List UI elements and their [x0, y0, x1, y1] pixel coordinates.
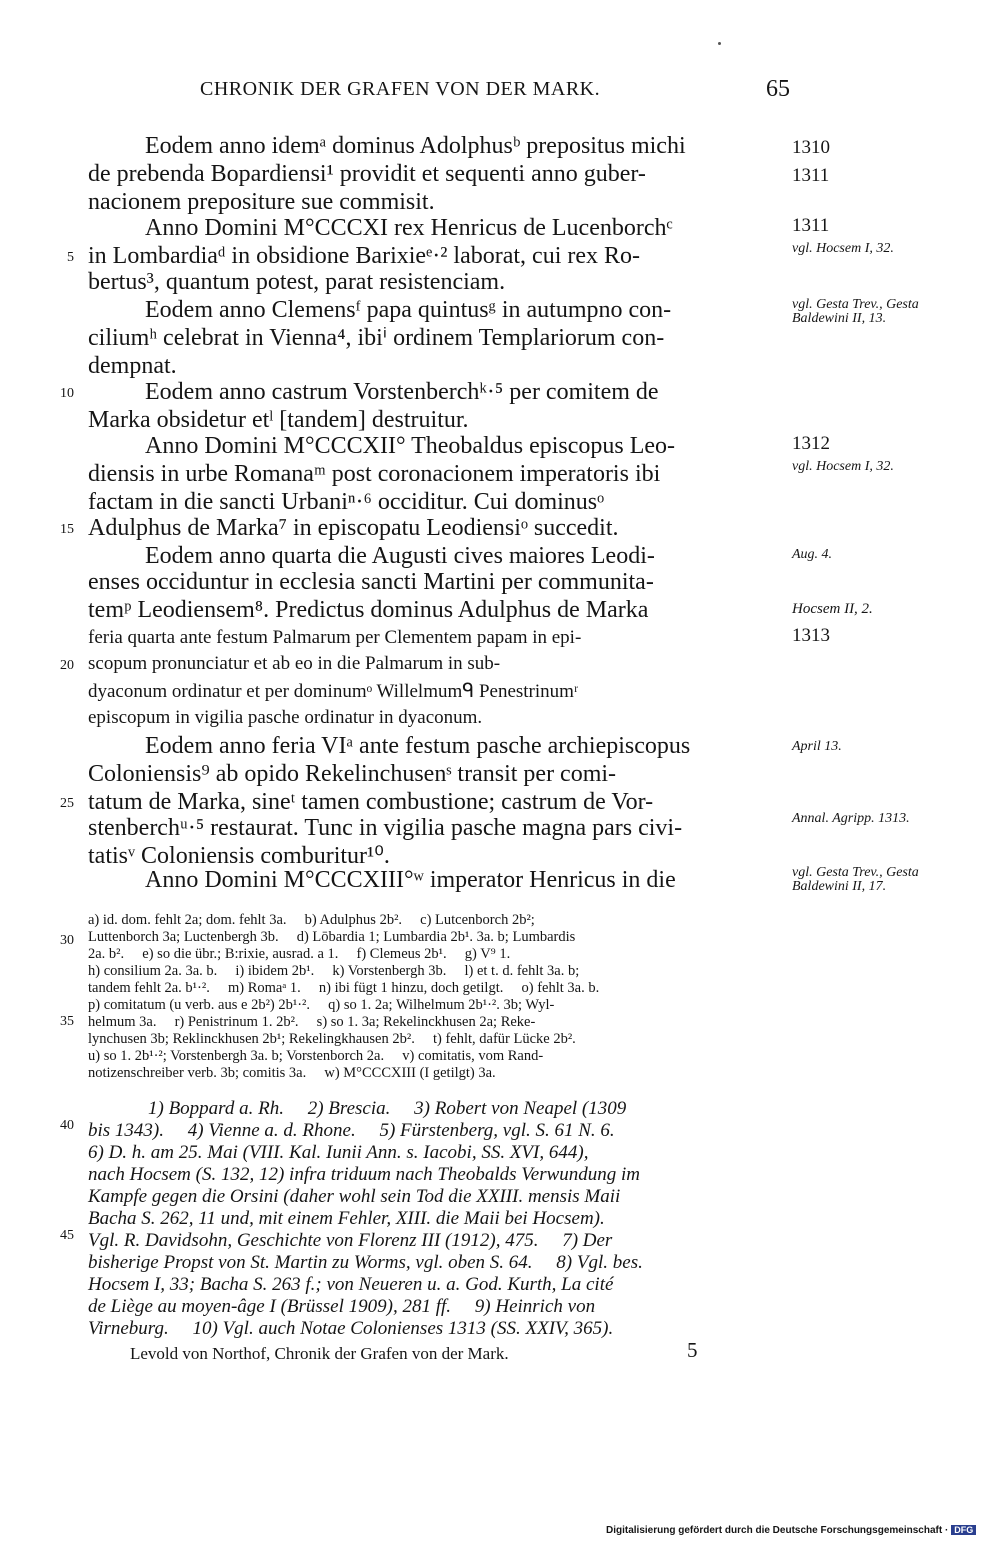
apparatus-line: Luttenborch 3a; Luctenbergh 3b. d) Lōbardia 1; Lumbardia 2b¹. 3a. b; Lumbardis [88, 929, 576, 945]
apparatus-line: 2a. b². e) so die übr.; B:rixie, ausrad. a 1. f) Clemeus 2b¹. g) V⁹ 1. [88, 946, 511, 962]
apparatus-line: a) id. dom. fehlt 2a; dom. fehlt 3a. b) Adulphus 2b². c) Lutcenborch 2b²; [88, 912, 535, 928]
sheet-number: 5 [687, 1338, 698, 1362]
text-line: temᵖ Leodiensem⁸. Predictus dominus Adulphus de Marka [88, 597, 649, 623]
margin-year: 1313 [792, 625, 830, 646]
apparatus-line: helmum 3a. r) Penistrinum 1. 2b². s) so 1. 3a; Rekelinckhusen 2a; Reke- [88, 1014, 536, 1030]
margin-reference: vgl. Gesta Trev., Gesta Baldewini II, 13. [792, 297, 919, 326]
commentary-line: Vgl. R. Davidsohn, Geschichte von Florenz III (1912), 475. 7) Der [88, 1230, 613, 1251]
commentary-line: bisherige Propst von St. Martin zu Worms, vgl. oben S. 64. 8) Vgl. bes. [88, 1252, 643, 1273]
line-number: 10 [60, 386, 74, 401]
text-line: Anno Domini M°CCCXII° Theobaldus episcopus Leo- [145, 433, 676, 459]
text-line: Coloniensis⁹ ab opido Rekelinchusenˢ transit per comi- [88, 761, 617, 787]
commentary-line: Virneburg. 10) Vgl. auch Notae Colonienses 1313 (SS. XXIV, 365). [88, 1318, 614, 1339]
text-line: Eodem anno quarta die Augusti cives maiores Leodi- [145, 543, 655, 569]
line-number: 20 [60, 658, 74, 673]
header-title: CHRONIK DER GRAFEN VON DER MARK. [200, 78, 601, 100]
text-line: scopum pronunciatur et ab eo in die Palmarum in sub- [88, 653, 501, 674]
apparatus-line: tandem fehlt 2a. b¹·². m) Romaᵃ 1. n) ibi fügt 1 hinzu, doch getilgt. o) fehlt 3a. b. [88, 980, 600, 996]
apparatus-line: p) comitatum (u verb. aus e 2b²) 2b¹·². q) so 1. 2a; Wilhelmum 2b¹·². 3b; Wyl- [88, 997, 555, 1013]
dfg-credit-text: Digitalisierung gefördert durch die Deutsche Forschungsgemeinschaft · [606, 1525, 949, 1536]
text-line: Adulphus de Marka⁷ in episcopatu Leodiensiᵒ succedit. [88, 515, 619, 541]
text-line: in Lombardiaᵈ in obsidione Barixieᵉ·² laborat, cui rex Ro- [88, 243, 640, 269]
text-line: Anno Domini M°CCCXI rex Henricus de Lucenborchᶜ [145, 215, 673, 241]
commentary-line: Hocsem I, 33; Bacha S. 263 f.; von Neueren u. a. God. Kurth, La cité [88, 1274, 614, 1295]
margin-year: 1310 [792, 137, 830, 158]
line-number: 25 [60, 796, 74, 811]
text-line: nacionem prepositure sue commisit. [88, 189, 435, 215]
margin-date: Aug. 4. [792, 547, 833, 562]
text-line: diensis in urbe Romanaᵐ post coronacionem imperatoris ibi [88, 461, 661, 487]
margin-reference: vgl. Hocsem I, 32. [792, 241, 894, 256]
commentary-line: de Liège au moyen-âge I (Brüssel 1909), 281 ff. 9) Heinrich von [88, 1296, 596, 1317]
text-line: feria quarta ante festum Palmarum per Clementem papam in epi- [88, 627, 582, 648]
line-number: 30 [60, 933, 74, 948]
apparatus-line: h) consilium 2a. 3a. b. i) ibidem 2b¹. k) Vorstenbergh 3b. l) et t. d. fehlt 3a. b; [88, 963, 580, 979]
scan-speck [718, 42, 721, 45]
text-line: tatum de Marka, sineᵗ tamen combustione; castrum de Vor- [88, 789, 654, 815]
margin-year: 1311 [792, 215, 830, 236]
commentary-line: Kampfe gegen die Orsini (daher wohl sein Tod die XXIII. mensis Maii [88, 1186, 621, 1207]
margin-date: April 13. [792, 739, 842, 754]
commentary-line: bis 1343). 4) Vienne a. d. Rhone. 5) Fürstenberg, vgl. S. 61 N. 6. [88, 1120, 615, 1141]
text-line: tatisᵛ Coloniensis comburitur¹⁰. [88, 843, 390, 869]
page-number: 65 [766, 76, 790, 102]
line-number: 5 [67, 250, 74, 265]
text-line: Eodem anno idemᵃ dominus Adolphusᵇ prepositus michi [145, 133, 686, 159]
apparatus-line: lynchusen 3b; Reklinckhusen 2b¹; Rekelingkhausen 2b². t) fehlt, dafür Lücke 2b². [88, 1031, 576, 1047]
text-line: bertus³, quantum potest, parat resistenciam. [88, 269, 506, 295]
margin-year: 1311 [792, 165, 830, 186]
dfg-logo: DFG [951, 1525, 976, 1535]
running-header [200, 78, 790, 108]
text-line: de prebenda Bopardiensi¹ providit et sequenti anno guber- [88, 161, 646, 187]
margin-reference: vgl. Gesta Trev., Gesta Baldewini II, 17. [792, 865, 919, 894]
text-line: episcopum in vigilia pasche ordinatur in dyaconum. [88, 707, 483, 728]
text-line: Anno Domini M°CCCXIII°ʷ imperator Henricus in die [145, 867, 676, 893]
margin-year: 1312 [792, 433, 830, 454]
text-line: factam in die sancti Urbaniⁿ·⁶ occiditur. Cui dominusᵒ [88, 489, 605, 515]
margin-reference: Hocsem II, 2. [792, 601, 873, 617]
text-line: Eodem anno feria VIᵃ ante festum pasche archiepiscopus [145, 733, 691, 759]
text-line: Eodem anno castrum Vorstenberchᵏ·⁵ per comitem de [145, 379, 659, 405]
line-number: 35 [60, 1014, 74, 1029]
text-line: dempnat. [88, 353, 177, 379]
commentary-line: Bacha S. 262, 11 und, mit einem Fehler, XIII. die Maii bei Hocsem). [88, 1208, 605, 1229]
text-line: Marka obsidetur etˡ [tandem] destruitur. [88, 407, 469, 433]
text-line: enses occiduntur in ecclesia sancti Martini per communita- [88, 569, 654, 595]
line-number: 45 [60, 1228, 74, 1243]
commentary-line: 6) D. h. am 25. Mai (VIII. Kal. Iunii Ann. s. Iacobi, SS. XVI, 644), [88, 1142, 589, 1163]
line-number: 40 [60, 1118, 74, 1133]
text-line: ciliumʰ celebrat in Vienna⁴, ibiⁱ ordinem Templariorum con- [88, 325, 665, 351]
commentary-line: nach Hocsem (S. 132, 12) infra triduum nach Theobalds Verwundung im [88, 1164, 641, 1185]
dfg-credit [606, 1525, 976, 1536]
text-line: Eodem anno Clemensᶠ papa quintusᵍ in autumpno con- [145, 297, 672, 323]
commentary-line: 1) Boppard a. Rh. 2) Brescia. 3) Robert von Neapel (1309 [148, 1098, 627, 1119]
book-signature: Levold von Northof, Chronik der Grafen von der Mark. [130, 1344, 509, 1363]
line-number: 15 [60, 522, 74, 537]
text-line: dyaconum ordinatur et per dominumᵒ Willelmumᑫ Penestrinumʳ [88, 681, 579, 702]
text-line: stenberchᵘ·⁵ restaurat. Tunc in vigilia pasche magna pars civi- [88, 815, 683, 841]
margin-reference: Annal. Agripp. 1313. [792, 811, 910, 826]
apparatus-line: notizenschreiber verb. 3b; comitis 3a. w) M°CCCXIII (I getilgt) 3a. [88, 1065, 496, 1081]
margin-reference: vgl. Hocsem I, 32. [792, 459, 894, 474]
apparatus-line: u) so 1. 2b¹·²; Vorstenbergh 3a. b; Vorstenborch 2a. v) comitatis, vom Rand- [88, 1048, 544, 1064]
